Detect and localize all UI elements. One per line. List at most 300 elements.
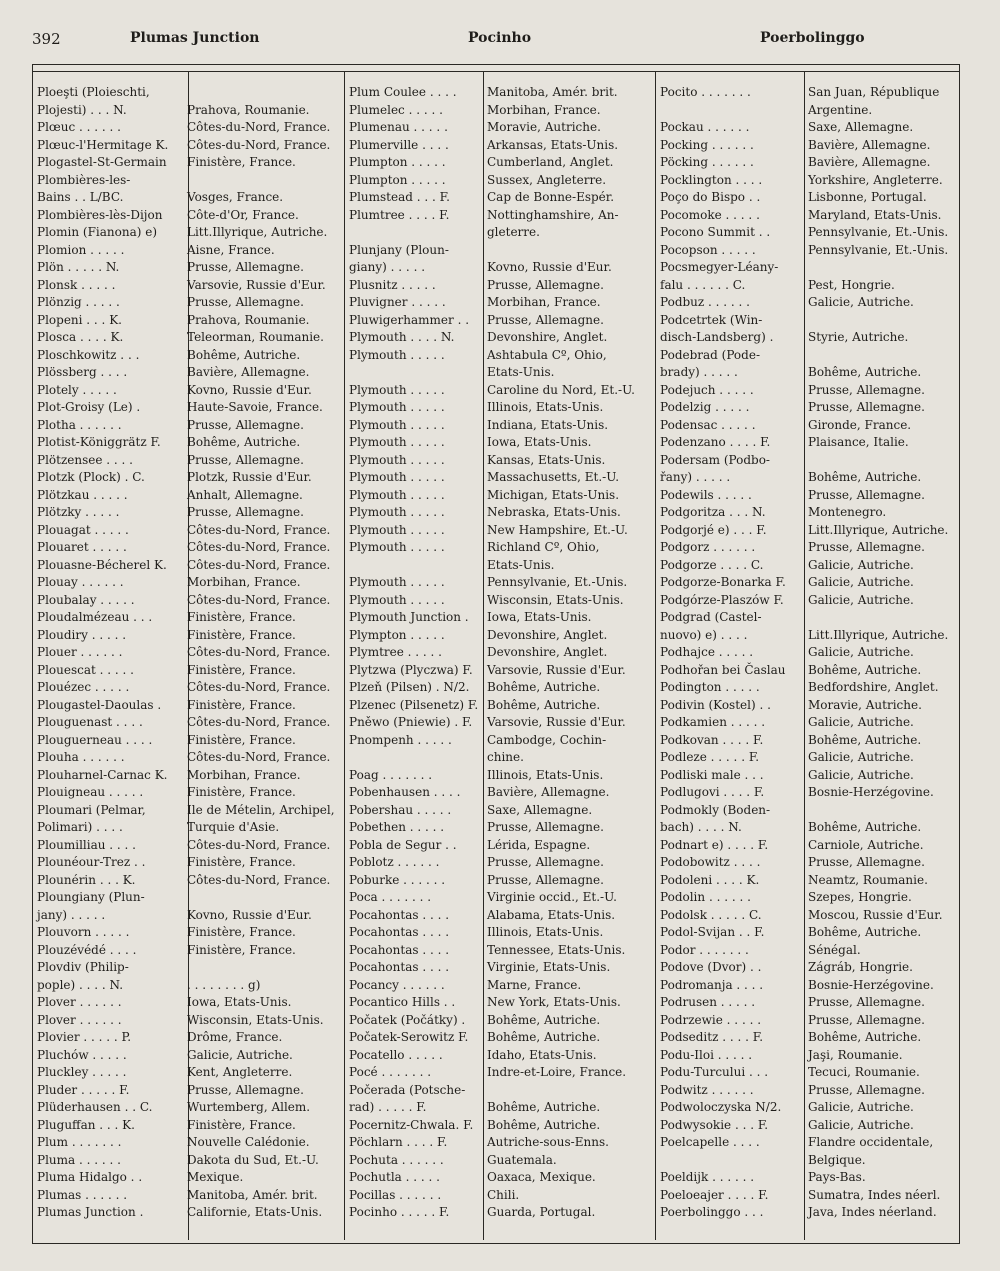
entry-name: Plœuc-l'Hermitage K. <box>37 137 169 152</box>
page-header <box>32 30 962 58</box>
entry-name: Pobla de Segur . . <box>349 837 457 852</box>
entry-location: gleterre. <box>487 225 540 239</box>
entry-name: Poço do Bispo . . <box>660 190 761 204</box>
entry-location: San Juan, République <box>808 85 940 99</box>
entry-location: Côtes-du-Nord, France. <box>187 522 331 537</box>
entry-name: Plouigneau . . . . . <box>37 785 144 799</box>
entry-location: Manitoba, Amér. brit. <box>187 1187 318 1202</box>
entry-name: Ploubalay . . . . . <box>37 592 135 607</box>
entry-location: Côtes-du-Nord, France. <box>187 557 331 572</box>
entry-name: Podgorjé e) . . . F. <box>660 522 767 537</box>
entry-location: Bohême, Autriche. <box>187 347 301 362</box>
entry-location: Prusse, Allemagne. <box>808 995 925 1009</box>
entry-name: Plymouth . . . . N. <box>349 330 455 344</box>
entry-location: Kansas, Etats-Unis. <box>487 452 606 467</box>
entry-location: Massachusetts, Et.-U. <box>487 470 620 484</box>
entry-location: Nouvelle Calédonie. <box>187 1135 310 1149</box>
entry-name: Podolin . . . . . . <box>660 890 751 904</box>
entry-name: Pochuta . . . . . . <box>349 1152 444 1167</box>
entry-name: Plojesti) . . . N. <box>37 102 127 117</box>
entry-name: Plumpton . . . . . <box>349 172 446 187</box>
entry-name: Pněwo (Pniewie) . F. <box>349 715 473 729</box>
entry-location: Wisconsin, Etats-Unis. <box>187 1012 324 1027</box>
entry-name: Plymouth . . . . . <box>349 540 445 554</box>
entry-name: Plumpton . . . . . <box>349 155 446 169</box>
entry-name: Pocahontas . . . . <box>349 907 450 922</box>
entry-location: Kovno, Russie d'Eur. <box>187 907 312 922</box>
entry-location: Saxe, Allemagne. <box>808 120 914 134</box>
entry-location <box>183 172 343 190</box>
entry-name: Podove (Dvor) . . <box>660 960 762 974</box>
entry-location: Bosnie-Herzégovine. <box>808 785 934 799</box>
entry-location: Guarda, Portugal. <box>487 1205 596 1219</box>
entry-location: Montenegro. <box>808 505 887 519</box>
entry-name: bach) . . . . N. <box>660 820 742 834</box>
entry-name: Plymouth . . . . . <box>349 592 445 607</box>
entry-name: Počerada (Potsche- <box>349 1082 466 1097</box>
entry-location: Lisbonne, Portugal. <box>808 190 927 204</box>
entry-location: Turquie d'Asie. <box>187 820 280 834</box>
entry-name: Počatek (Počátky) . <box>349 1012 466 1027</box>
entry-location: Richland Cº, Ohio, <box>487 540 600 554</box>
entry-name: Plötzky . . . . . <box>37 505 120 519</box>
entry-name: Plumerville . . . . <box>349 137 449 152</box>
entry-location: Ashtabula Cº, Ohio, <box>487 347 607 362</box>
gazetteer-column-3 <box>656 84 958 1222</box>
entry-name: Podewils . . . . . <box>660 487 752 502</box>
entry-location: Côtes-du-Nord, France. <box>187 680 331 694</box>
entry-location: Pest, Hongrie. <box>808 277 895 292</box>
entry-location: Prahova, Roumanie. <box>187 312 310 327</box>
entry-location: Prusse, Allemagne. <box>808 540 925 554</box>
entry-name: Podbuz . . . . . . <box>660 295 750 309</box>
entry-name: Ploumari (Pelmar, <box>37 802 146 817</box>
entry-name: Podkamien . . . . . <box>660 715 766 729</box>
entry-name: Bains . . L/BC. <box>37 190 124 204</box>
entry-name: Podhořan bei Časlau <box>660 662 786 677</box>
entry-location: Prusse, Allemagne. <box>808 1012 925 1027</box>
entry-location: Prusse, Allemagne. <box>487 872 604 887</box>
entry-location: Morbihan, France. <box>187 767 301 782</box>
entry-location: Virginie, Etats-Unis. <box>487 960 611 974</box>
entry-location: Indiana, Etats-Unis. <box>487 417 609 432</box>
entry-name: Plovdiv (Philip- <box>37 960 129 974</box>
entry-name: Pocernitz-Chwala. F. <box>349 1117 474 1132</box>
entry-location: Lérida, Espagne. <box>487 837 591 852</box>
entry-name: Podor . . . . . . . <box>660 942 749 957</box>
entry-location: Côtes-du-Nord, France. <box>187 592 331 607</box>
entry-location: Cap de Bonne-Espér. <box>487 190 615 204</box>
entry-location: Bohême, Autriche. <box>187 435 301 449</box>
entry-location: Pennsylvanie, Et.-Unis. <box>808 225 949 239</box>
entry-name: Plover . . . . . . <box>37 1012 122 1027</box>
entry-location: Moravie, Autriche. <box>487 120 601 134</box>
entry-location <box>804 347 958 365</box>
entry-name: Pocancy . . . . . . <box>349 977 445 992</box>
entry-location: Finistère, France. <box>187 925 296 939</box>
entry-name: řany) . . . . . <box>660 470 731 484</box>
entry-name: Ploudalmézeau . . . <box>37 610 153 624</box>
entry-name: Plotha . . . . . . <box>37 417 122 432</box>
entry-name: Plusnitz . . . . . <box>349 277 436 292</box>
entry-name: Poeloeajer . . . . F. <box>660 1187 769 1202</box>
entry-location: Finistère, France. <box>187 155 296 169</box>
entry-name: Ploschkowitz . . . <box>37 347 140 362</box>
entry-location: Szepes, Hongrie. <box>808 890 912 904</box>
entry-name: Poca . . . . . . . <box>349 890 432 904</box>
entry-location: Autriche-sous-Enns. <box>487 1135 609 1149</box>
entry-location: Argentine. <box>808 102 873 117</box>
entry-name: Pluguffan . . . K. <box>37 1117 135 1132</box>
entry-name: Plzenec (Pilsenetz) F. <box>349 697 479 712</box>
entry-location <box>804 802 958 820</box>
entry-location: Galicie, Autriche. <box>808 715 914 729</box>
entry-list <box>656 84 958 1222</box>
entry-name: Polimari) . . . . <box>37 820 123 834</box>
entry-location: Finistère, France. <box>187 610 296 624</box>
entry-name: Plotzk (Plock) . C. <box>37 470 145 484</box>
entry-location: Bohême, Autriche. <box>808 470 922 484</box>
entry-name: Plympton . . . . . <box>349 627 445 642</box>
entry-location <box>183 889 343 907</box>
entry-name: Pobethen . . . . . <box>349 820 445 834</box>
entry-name: disch-Landsberg) . <box>660 330 774 344</box>
entry-location: Etats-Unis. <box>487 365 555 379</box>
entry-location: Iowa, Etats-Unis. <box>187 995 292 1009</box>
entry-location: Dakota du Sud, Et.-U. <box>187 1152 319 1167</box>
entry-location: Plaisance, Italie. <box>808 435 909 449</box>
entry-name: Plouasne-Bécherel K. <box>37 557 167 572</box>
entry-location: New Hampshire, Et.-U. <box>487 522 628 537</box>
entry-name: Plymouth . . . . . <box>349 487 445 502</box>
entry-name: Poblotz . . . . . . <box>349 855 440 869</box>
entry-location: Finistère, France. <box>187 855 296 869</box>
entry-location: Prahova, Roumanie. <box>187 102 310 117</box>
entry-location: Californie, Etats-Unis. <box>187 1205 323 1219</box>
entry-name: Podejuch . . . . . <box>660 382 754 397</box>
entry-name <box>656 102 804 120</box>
entry-location: Litt.Illyrique, Autriche. <box>187 225 328 239</box>
entry-location <box>804 259 958 277</box>
entry-name <box>345 749 483 767</box>
entry-location: Alabama, Etats-Unis. <box>487 907 616 922</box>
entry-name: Pockau . . . . . . <box>660 120 750 134</box>
entry-location: Kovno, Russie d'Eur. <box>487 260 612 274</box>
entry-location: Morbihan, France. <box>187 575 301 589</box>
entry-name: Podlugovi . . . . F. <box>660 785 765 799</box>
frame-double-rule <box>33 71 959 72</box>
entry-location: Pennsylvanie, Et.-Unis. <box>808 242 949 257</box>
entry-name: Pluma . . . . . . <box>37 1152 121 1167</box>
entry-name: Plunjany (Ploun- <box>349 242 449 257</box>
entry-location: Finistère, France. <box>187 1117 296 1132</box>
entry-name: Plounérin . . . K. <box>37 872 136 887</box>
entry-location: Prusse, Allemagne. <box>808 382 925 397</box>
entry-name: Pocklington . . . . <box>660 172 763 187</box>
entry-location: Finistère, France. <box>187 732 296 747</box>
entry-name: Plymouth . . . . . <box>349 452 445 467</box>
entry-location: Côtes-du-Nord, France. <box>187 750 331 764</box>
entry-location: Prusse, Allemagne. <box>187 452 304 467</box>
entry-name: Pocahontas . . . . <box>349 942 450 957</box>
entry-name: Podseditz . . . . F. <box>660 1030 764 1044</box>
entry-name: Plovier . . . . . P. <box>37 1030 132 1044</box>
entry-name: Plogastel-St-Germain <box>37 155 167 169</box>
entry-location: Prusse, Allemagne. <box>808 487 925 502</box>
entry-name: Plumenau . . . . . <box>349 120 448 134</box>
entry-location: Bavière, Allemagne. <box>808 155 931 169</box>
entry-name: Pocking . . . . . . <box>660 137 754 152</box>
entry-location: Illinois, Etats-Unis. <box>487 767 604 782</box>
entry-name: Plön . . . . . N. <box>37 260 120 274</box>
entry-location: Java, Indes néerland. <box>808 1205 937 1219</box>
entry-name: falu . . . . . . C. <box>660 277 746 292</box>
entry-name: Pluwigerhammer . . <box>349 312 470 327</box>
entry-location: Saxe, Allemagne. <box>487 802 593 817</box>
entry-location: Teleorman, Roumanie. <box>187 330 324 344</box>
entry-name: Plymouth . . . . . <box>349 400 445 414</box>
entry-location: Haute-Savoie, France. <box>187 400 323 414</box>
entry-name: Podrzewie . . . . . <box>660 1012 762 1027</box>
entry-location: Vosges, France. <box>187 190 284 204</box>
entry-name: Podgoritza . . . N. <box>660 505 766 519</box>
entry-location: Yorkshire, Angleterre. <box>808 172 943 187</box>
entry-location: Galicie, Autriche. <box>187 1047 293 1062</box>
entry-location: Morbihan, France. <box>487 102 601 117</box>
entry-name: Plombières-lès-Dijon <box>37 207 163 222</box>
entry-name: Poeldijk . . . . . . <box>660 1170 755 1184</box>
entry-location: Finistère, France. <box>187 662 296 677</box>
entry-location: Aisne, France. <box>187 242 275 257</box>
entry-name: Pnompenh . . . . . <box>349 732 452 747</box>
entry-name: Podivin (Kostel) . . <box>660 697 771 712</box>
entry-location: Finistère, France. <box>187 785 296 799</box>
entry-location: Drôme, France. <box>187 1030 283 1044</box>
entry-location: Devonshire, Anglet. <box>487 645 608 659</box>
entry-name: Podnart e) . . . . F. <box>660 837 769 852</box>
entry-name: pople) . . . . N. <box>37 977 124 992</box>
entry-location: Bohême, Autriche. <box>808 925 922 939</box>
entry-name: Podcetrtek (Win- <box>660 312 763 327</box>
entry-name: Plössberg . . . . <box>37 365 128 379</box>
entry-name: Pocatello . . . . . <box>349 1047 443 1062</box>
entry-location: Galicie, Autriche. <box>808 575 914 589</box>
entry-location: Côte-d'Or, France. <box>187 207 299 222</box>
entry-location: Illinois, Etats-Unis. <box>487 400 604 414</box>
entry-name: rad) . . . . . F. <box>349 1100 427 1114</box>
entry-location: Varsovie, Russie d'Eur. <box>487 715 626 729</box>
entry-name: Pluckley . . . . . <box>37 1065 127 1079</box>
entry-name: Plounéour-Trez . . <box>37 855 146 869</box>
entry-name: Podliski male . . . <box>660 767 764 782</box>
entry-location: Cumberland, Anglet. <box>487 155 614 169</box>
entry-name: Podmokly (Boden- <box>660 802 771 817</box>
entry-location: Galicie, Autriche. <box>808 1117 914 1132</box>
entry-name: Ploeşti (Ploieschti, <box>37 85 150 99</box>
entry-name: Plosca . . . . K. <box>37 330 124 344</box>
entry-location: Pays-Bas. <box>808 1170 866 1184</box>
entry-location: Gironde, France. <box>808 417 912 432</box>
entry-location: Devonshire, Anglet. <box>487 330 608 344</box>
entry-location: Styrie, Autriche. <box>808 330 909 344</box>
entry-name: Plymouth . . . . . <box>349 347 445 362</box>
entry-name: Plouharnel-Carnac K. <box>37 767 168 782</box>
entry-name: Plymouth . . . . . <box>349 522 445 537</box>
entry-location: Bohême, Autriche. <box>487 697 601 712</box>
entry-name: Podebrad (Pode- <box>660 347 760 362</box>
entry-name: Podleze . . . . . F. <box>660 750 760 764</box>
entry-name: Plymouth Junction . <box>349 610 469 624</box>
entry-name: Plum Coulee . . . . <box>349 85 457 99</box>
entry-location: Varsovie, Russie d'Eur. <box>187 277 326 292</box>
entry-name: Ploungiany (Plun- <box>37 890 145 904</box>
entry-location: Prusse, Allemagne. <box>487 277 604 292</box>
entry-name: Podwitz . . . . . . <box>660 1082 754 1097</box>
entry-location: Zágráb, Hongrie. <box>808 960 913 974</box>
entry-location: Pennsylvanie, Et.-Unis. <box>487 575 628 589</box>
entry-location: Côtes-du-Nord, France. <box>187 137 331 152</box>
entry-location: Galicie, Autriche. <box>808 767 914 782</box>
entry-location: Galicie, Autriche. <box>808 592 914 607</box>
entry-location: Prusse, Allemagne. <box>487 312 604 327</box>
entry-name: Plouguerneau . . . . <box>37 732 153 747</box>
entry-location: Bohême, Autriche. <box>808 1030 922 1044</box>
entry-name: Pocantico Hills . . <box>349 995 456 1009</box>
entry-location: Morbihan, France. <box>487 295 601 309</box>
entry-location: Moscou, Russie d'Eur. <box>808 907 943 922</box>
entry-name: Pocillas . . . . . . <box>349 1187 442 1202</box>
entry-location: Cambodge, Cochin- <box>487 732 607 747</box>
entry-name: Podersam (Podbo- <box>660 452 770 467</box>
entry-location: Litt.Illyrique, Autriche. <box>808 627 949 642</box>
entry-name: Podoleni . . . . K. <box>660 872 760 887</box>
entry-location: Virginie occid., Et.-U. <box>487 890 617 904</box>
entry-name: Ploudiry . . . . . <box>37 627 127 642</box>
entry-location: Arkansas, Etats-Unis. <box>487 137 619 152</box>
entry-location: Etats-Unis. <box>487 557 555 572</box>
entry-location: Plotzk, Russie d'Eur. <box>187 470 312 484</box>
entry-name: Pocomoke . . . . . <box>660 207 760 222</box>
entry-location: Bavière, Allemagne. <box>487 785 610 799</box>
entry-name: Plötzkau . . . . . <box>37 487 128 502</box>
entry-location: Prusse, Allemagne. <box>187 260 304 274</box>
entry-name: Plumas . . . . . . <box>37 1187 128 1202</box>
entry-name: Plymouth . . . . . <box>349 470 445 484</box>
entry-name: Plouézec . . . . . <box>37 680 130 694</box>
entry-name: Plouha . . . . . . <box>37 750 125 764</box>
entry-name: Pluvigner . . . . . <box>349 295 446 309</box>
entry-location: Jaşi, Roumanie. <box>808 1047 903 1062</box>
entry-name: Plouzévédé . . . . <box>37 942 137 957</box>
entry-name: Plougastel-Daoulas . <box>37 697 162 712</box>
entry-name: Pobershau . . . . . <box>349 802 452 817</box>
entry-location: Bedfordshire, Anglet. <box>808 680 939 694</box>
entry-location: Côtes-du-Nord, France. <box>187 645 331 659</box>
entry-location <box>483 1082 655 1100</box>
entry-location: Iowa, Etats-Unis. <box>487 435 592 449</box>
entry-name: Plouescat . . . . . <box>37 662 134 677</box>
entry-name: brady) . . . . . <box>660 365 738 379</box>
entry-name: Poburke . . . . . . <box>349 872 446 887</box>
entry-location: Caroline du Nord, Et.-U. <box>487 382 635 397</box>
entry-name: giany) . . . . . <box>349 260 426 274</box>
entry-name <box>345 224 483 242</box>
entry-list <box>33 84 343 1222</box>
entry-name: Plötzensee . . . . <box>37 452 133 467</box>
entry-name: Plomin (Fianona) e) <box>37 225 158 239</box>
entry-name: Pöcking . . . . . . <box>660 155 754 169</box>
entry-location: Flandre occidentale, <box>808 1135 934 1149</box>
entry-location: Ile de Mételin, Archipel, <box>187 802 335 817</box>
entry-location: Indre-et-Loire, France. <box>487 1065 627 1079</box>
entry-name: Podolsk . . . . . C. <box>660 907 762 922</box>
entry-name: Podgórze-Plaszów F. <box>660 592 784 607</box>
entry-location <box>483 242 655 260</box>
entry-name: Plumelec . . . . . <box>349 102 443 117</box>
entry-name: Plouay . . . . . . <box>37 575 124 589</box>
entry-name: Pocsmegyer-Léany- <box>660 260 779 274</box>
entry-location: Belgique. <box>808 1152 866 1167</box>
entry-name: Plœuc . . . . . . <box>37 120 121 134</box>
entry-location: Tecuci, Roumanie. <box>808 1065 920 1079</box>
entry-location: Litt.Illyrique, Autriche. <box>808 522 949 537</box>
entry-name: Podenzano . . . . F. <box>660 435 771 449</box>
entry-location: Prusse, Allemagne. <box>487 820 604 834</box>
entry-location: Prusse, Allemagne. <box>808 1082 925 1097</box>
page-number: 392 <box>32 30 61 48</box>
entry-location <box>804 452 958 470</box>
entry-name: Podu-Turcului . . . <box>660 1065 769 1079</box>
entry-name: Podkovan . . . . F. <box>660 732 764 747</box>
entry-name: Pocito . . . . . . . <box>660 85 751 99</box>
entry-location <box>183 84 343 102</box>
entry-location: Kovno, Russie d'Eur. <box>187 382 312 397</box>
entry-location: Bohême, Autriche. <box>487 1100 601 1114</box>
entry-location: Côtes-du-Nord, France. <box>187 540 331 554</box>
entry-name: Podwysokie . . . F. <box>660 1117 769 1132</box>
entry-name: Podgorz . . . . . . <box>660 540 756 554</box>
entry-name: Plönzig . . . . . <box>37 295 120 309</box>
entry-name: Plymouth . . . . . <box>349 382 445 397</box>
entry-name: Plouvorn . . . . . <box>37 925 130 939</box>
entry-location: Côtes-du-Nord, France. <box>187 120 331 134</box>
entry-location: Bohême, Autriche. <box>487 1030 601 1044</box>
entry-location: Prusse, Allemagne. <box>808 400 925 414</box>
entry-location: Sénégal. <box>808 942 861 957</box>
entry-location: Finistère, France. <box>187 627 296 642</box>
entry-location: Bavière, Allemagne. <box>808 137 931 152</box>
entry-location: Mexique. <box>187 1170 244 1184</box>
entry-name: Plymouth . . . . . <box>349 435 445 449</box>
entry-location: Sussex, Angleterre. <box>487 172 607 187</box>
entry-location: Varsovie, Russie d'Eur. <box>487 662 626 677</box>
entry-name: Podwoloczyska N/2. <box>660 1100 782 1114</box>
entry-location: Kent, Angleterre. <box>187 1065 293 1079</box>
entry-location: Galicie, Autriche. <box>808 750 914 764</box>
entry-location: Bohême, Autriche. <box>808 820 922 834</box>
entry-name: Podensac . . . . . <box>660 417 756 432</box>
entry-location: chine. <box>487 750 524 764</box>
entry-name: jany) . . . . . <box>37 907 106 922</box>
entry-name: Podgorze . . . . C. <box>660 557 764 572</box>
entry-location: Neamtz, Roumanie. <box>808 872 928 887</box>
entry-name: Ploumilliau . . . . <box>37 837 136 852</box>
entry-name: Plouagat . . . . . <box>37 522 129 537</box>
entry-name: Poag . . . . . . . <box>349 767 433 782</box>
entry-location: Oaxaca, Mexique. <box>487 1170 596 1184</box>
entry-location <box>183 959 343 977</box>
entry-name: Podol-Svijan . . F. <box>660 925 765 939</box>
